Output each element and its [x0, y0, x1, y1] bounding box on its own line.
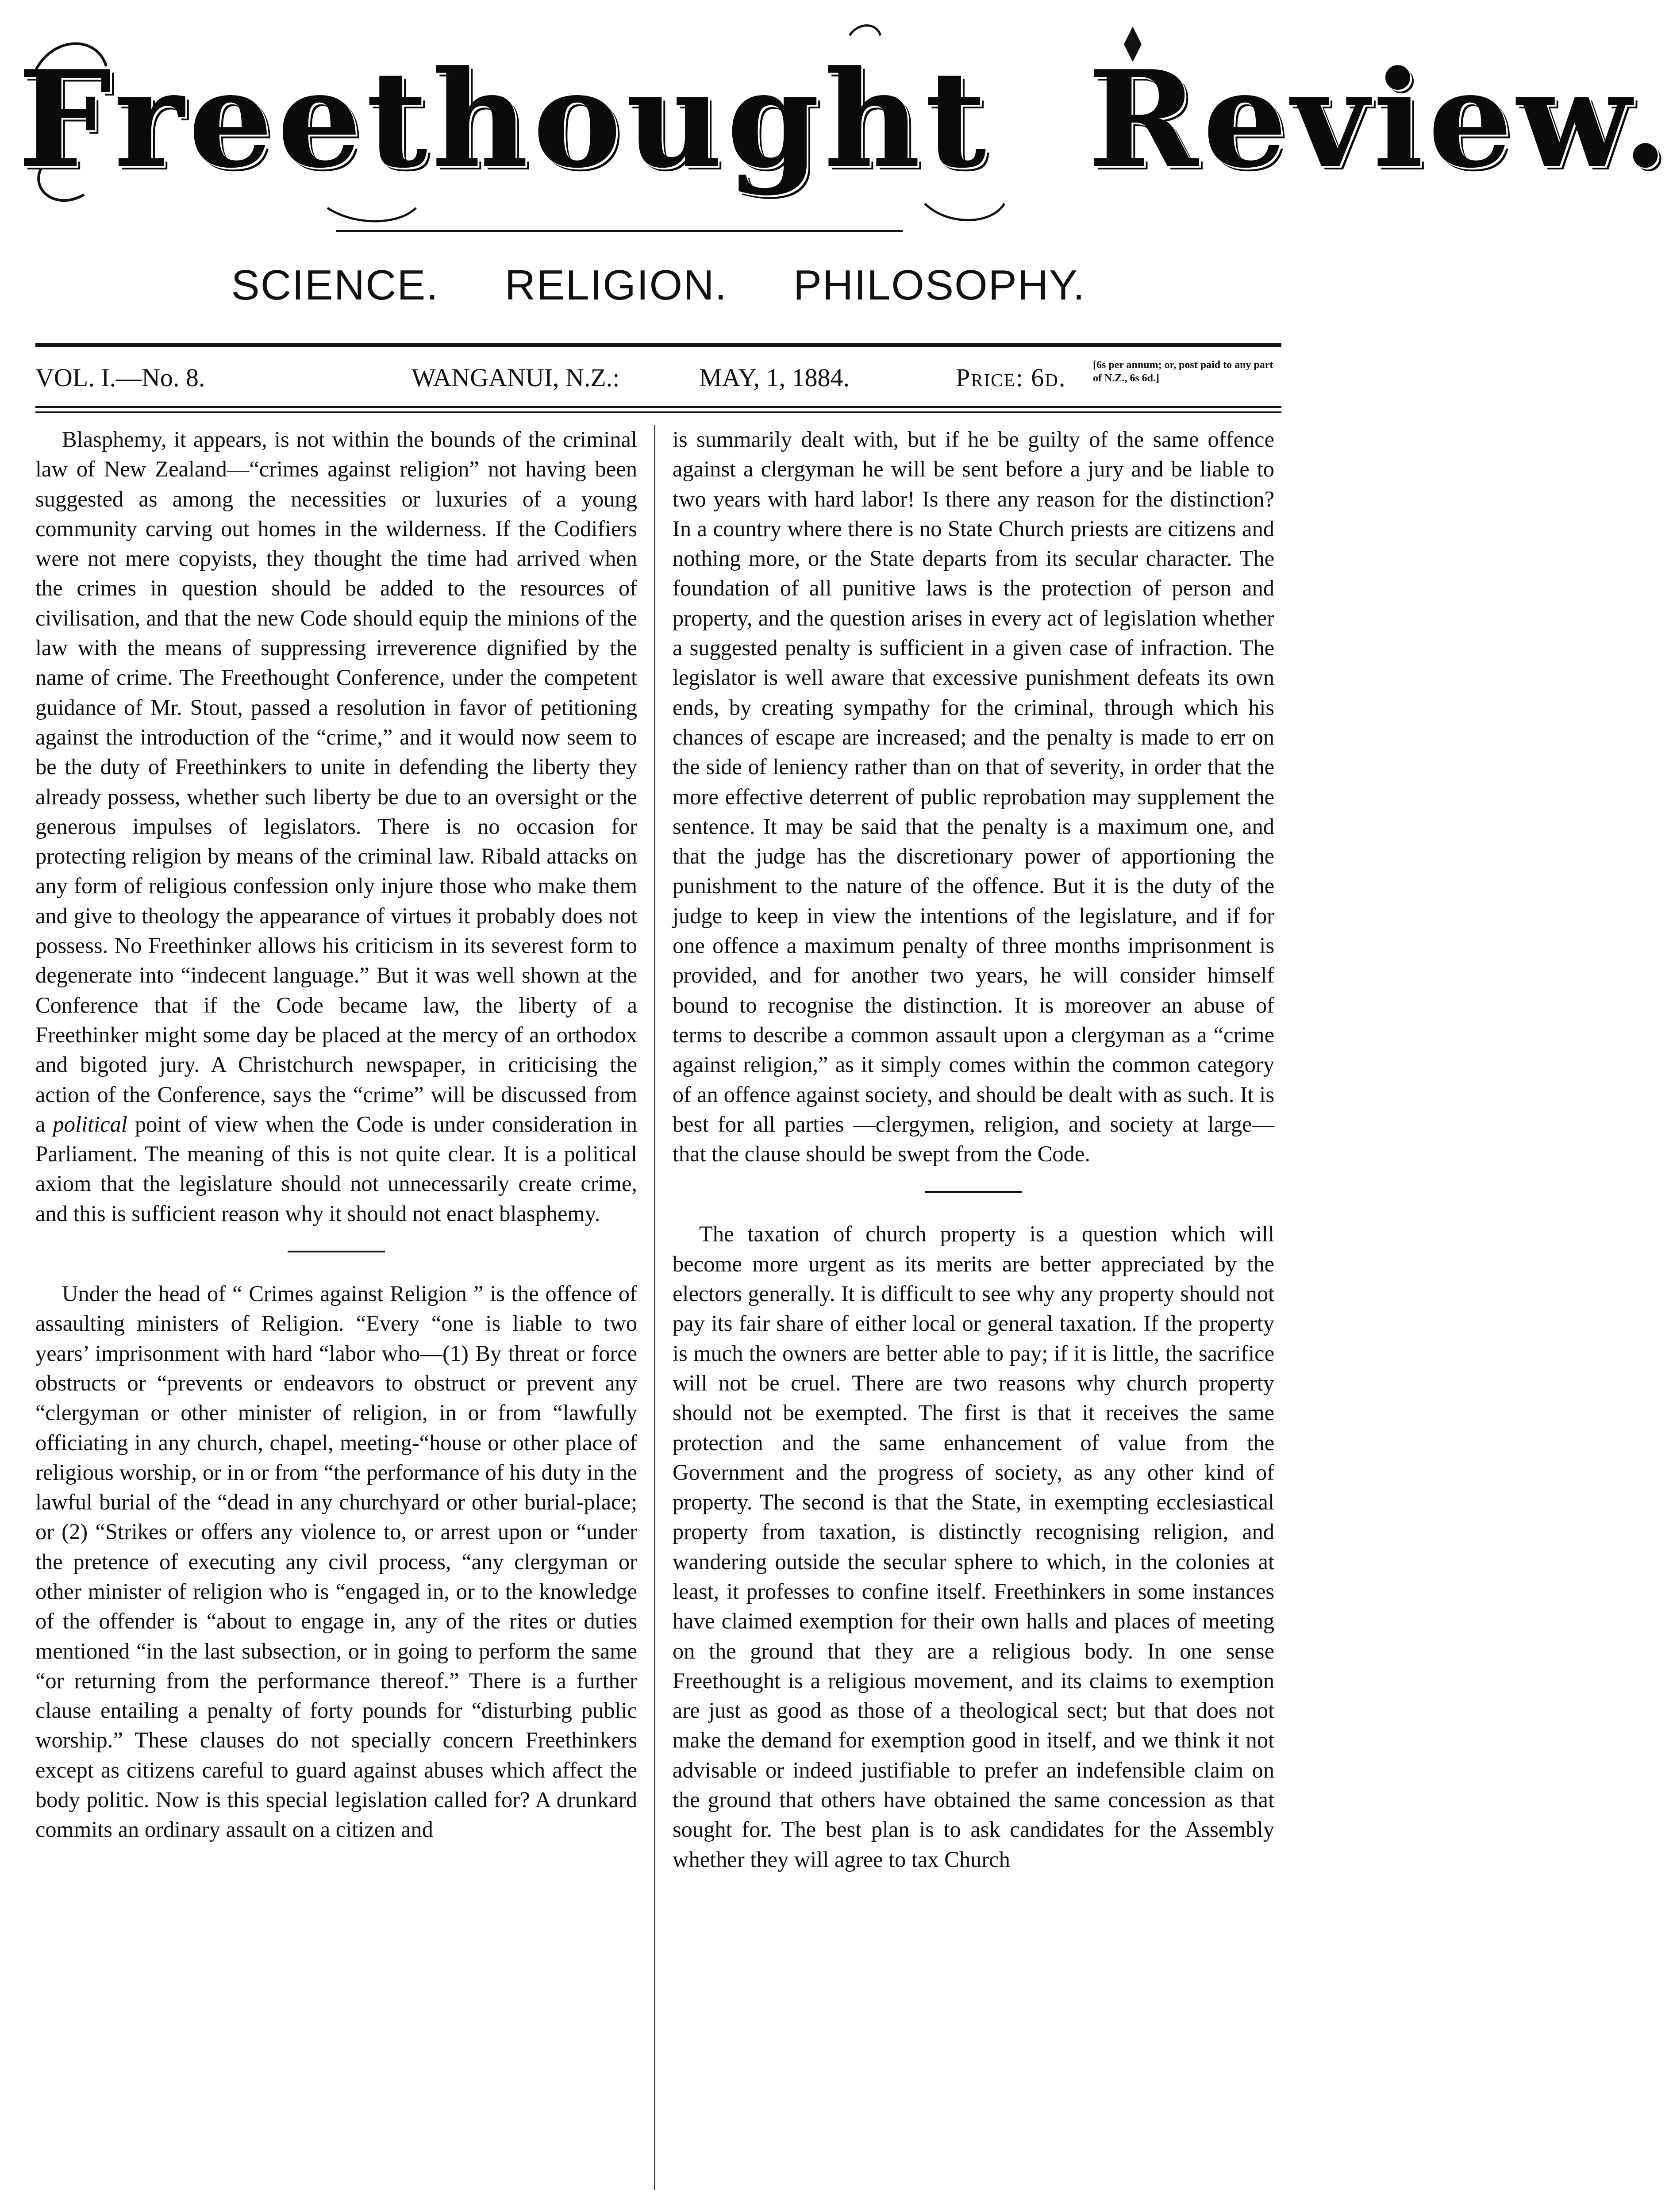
subtitle-philosophy: PHILOSOPHY. — [793, 261, 1086, 309]
masthead-title-word-2: Review. — [1088, 41, 1673, 197]
paragraph-crimes-against-religion: Under the head of “ Crimes against Religion ” is the offence of assaulting ministers of Religion. “Every “one is liable to two years’ imprisonment with hard “labor who—(1) By threat or force obstructs or “prevents or endeavors to obstruct or prevent any “clergyman or other minister of religion, in or from “lawfully officiating in any church, chapel, meeting-“house or other place of religious worship, or in or from “the performance of his duty in the lawful burial of the “dead in any churchyard or other burial-place; or (2) “Strikes or offers any violence to, or arrest upon or “under the pretence of executing any civil process, “any clergyman or other minister of religion who is “engaged in, or to the knowledge of the offender is “about to engage in, any of the rites or duties mentioned “in the last subsection, or in going to perform the same “or returning from the performance thereof.” There is a further clause entailing a penalty of forty pounds for “disturbing public worship.” These clauses do not specially concern Freethinkers except as citizens careful to guard against abuses which affect the body politic. Now is this special legislation called for? A drunkard commits an ordinary assault on a citizen and — [35, 1281, 637, 1842]
issue-info-bar — [35, 358, 1281, 403]
italic-political: political — [53, 1111, 127, 1137]
masthead-title — [18, 27, 1673, 212]
issue-date: MAY, 1, 1884. — [699, 363, 850, 392]
header-rule-bottom-1 — [35, 406, 1281, 408]
masthead-rule — [336, 230, 903, 232]
publication-place: WANGANUI, N.Z.: — [412, 363, 620, 392]
article-column-left — [35, 425, 637, 2190]
header-rule-top — [35, 343, 1281, 347]
subscription-note: [6s per annum; or, post paid to any part of N.Z., 6s 6d.] — [1093, 359, 1273, 384]
volume-number: VOL. I.—No. 8. — [35, 363, 205, 392]
subtitle-religion: RELIGION. — [504, 261, 728, 309]
article-column-right — [673, 425, 1274, 2190]
section-divider — [288, 1251, 385, 1252]
section-divider — [925, 1191, 1022, 1193]
paragraph-church-taxation: The taxation of church property is a question which will become more urgent as its merits are better appreciated by the electors generally. It is difficult to see why any property should not pay its fair share of either local or general taxation. If the property is much the owners are better able to pay; if it is little, the sacrifice will not be cruel. There are two reasons why church property should not be exempted. The first is that it receives the same protection and the same enhancement of value from the Government and the progress of society, as any other kind of property. The second is that the State, in exempting ecclesiastical property from taxation, is distinctly recognising religion, and wandering outside the secular sphere to which, in the colonies at least, it professes to confine itself. Freethinkers in some instances have claimed exemption for their own halls and places of meeting on the ground that they are a religious body. In one sense Freethought is a religious movement, and its claims to exemption are just as good as those of a theological sect; but that does not make the demand for exemption good in itself, and we think it not advisable or indeed justifiable to prefer an indefensible claim on the ground that others have obtained the same concession as that sought for. The best plan is to ask candidates for the Assembly whether they will agree to tax Church — [673, 1221, 1274, 1872]
masthead-title-word-1: Freethought — [18, 41, 991, 197]
issue-price: Price: 6d. — [956, 363, 1066, 392]
masthead — [18, 18, 1673, 239]
paragraph-blasphemy: Blasphemy, it appears, is not within the bounds of the criminal law of New Zealand—“crimes against religion” not having been suggested as among the necessities or luxuries of a young community carving out homes in the wilderness. If the Codifiers were not mere copyists, they thought the time had arrived when the crimes in question should be added to the resources of civilisation, and that the new Code should equip the minions of the law with the means of suppressing irreverence dignified by the name of crime. The Freethought Conference, under the competent guidance of Mr. Stout, passed a resolution in favor of petitioning against the introduction of the “crime,” and it would now seem to be the duty of Freethinkers to unite in defending the liberty they already possess, whether such liberty be due to an oversight or the generous impulses of legislators. There is no occasion for protecting religion by means of the criminal law. Ribald attacks on any form of religious confession only injure those who make them and give to theology the appearance of virtues it probably does not possess. No Freethinker allows his criticism in its severest form to degenerate into “indecent language.” But it was well shown at the Conference that if the Code became law, the liberty of a Freethinker might some day be placed at the mercy of an orthodox and bigoted jury. A Christchurch newspaper, in criticising the action of the Conference, says the “crime” will be discussed from a political point of view when the Code is under consideration in Parliament. The meaning of this is not quite clear. It is a political axiom that the legislature should not unnecessarily create crime, and this is sufficient reason why it should not enact blasphemy. — [35, 427, 638, 1226]
subtitle-science: SCIENCE. — [231, 261, 439, 309]
column-divider — [654, 425, 655, 2190]
header-rule-bottom-2 — [35, 411, 1281, 413]
paragraph-continuation: is summarily dealt with, but if he be guilty of the same offence against a clergyman he will be sent before a jury and be liable to two years with hard labor! Is there any reason for the distinction? In a country where there is no State Church priests are citizens and nothing more, or the State departs from its secular character. The foundation of all punitive laws is the protection of person and property, and the question arises in every act of legislation whether a suggested penalty is sufficient in a given case of infraction. The legislator is well aware that excessive punishment defeats its own ends, by creating sympathy for the criminal, through which his chances of escape are increased; and the penalty is made to err on the side of leniency rather than on that of severity, in order that the more effective deterrent of public reprobation may supplement the sentence. It may be said that the penalty is a maximum one, and that the judge has the discretionary power of apportioning the punishment to the nature of the offence. But it is the duty of the judge to keep in view the intentions of the legislature, and if for one offence a maximum penalty of three months imprisonment is provided, and for another two years, he will consider himself bound to recognise the distinction. It is moreover an abuse of terms to describe a common assault upon a clergyman as a “crime against religion,” as it simply comes within the common category of an offence against society, and should be dealt with as such. It is best for all parties —clergymen, religion, and society at large—that the clause should be swept from the Code. — [673, 427, 1274, 1167]
masthead-subtitle — [0, 261, 1317, 310]
